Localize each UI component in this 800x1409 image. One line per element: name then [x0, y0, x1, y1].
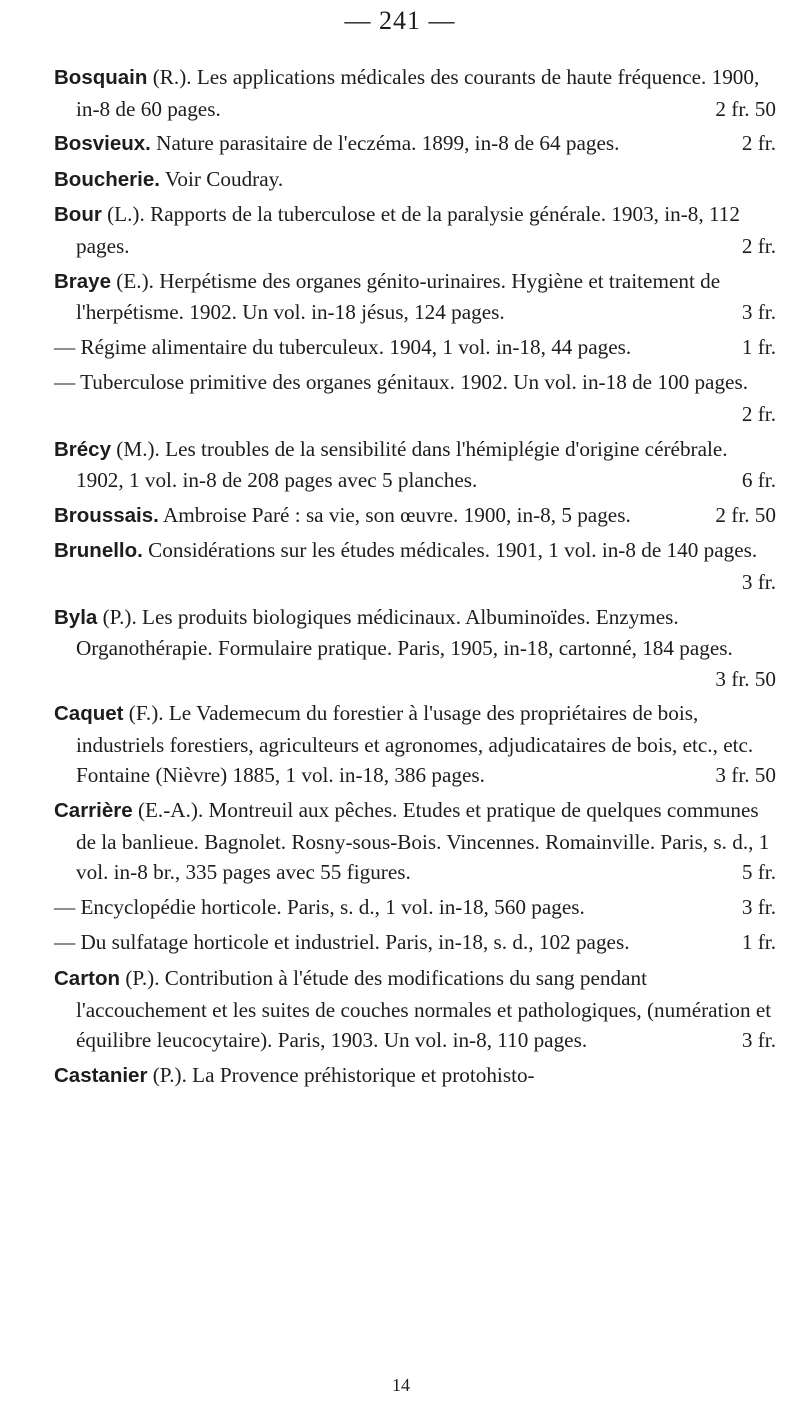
entry-description: — Tuberculose primitive des organes génitaux. 1902. Un vol. in-18 de 100 pages. [54, 370, 748, 395]
entry-price: 3 fr. [741, 300, 776, 325]
bibliography-entry [54, 892, 776, 924]
entry-description: (P.). La Provence préhistorique et protohisto- [147, 1062, 535, 1087]
entry-description: (R.). Les applications médicales des courants de haute fréquence. 1900, in-8 de 60 pages. [76, 65, 760, 121]
bibliography-entry [54, 164, 776, 196]
entry-price: 3 fr. [741, 894, 776, 919]
bibliography-entry [54, 500, 776, 532]
entry-description: (E.-A.). Montreuil aux pêches. Etudes et pratique de quelques communes de la banlieue. Bagnolet. Rosny-sous-Bois. Vincennes. Romainville. Paris, s. d., 1 vol. in-8 br., 335 pages avec 55 figures. [76, 798, 770, 885]
entry-author: Broussais. [54, 503, 159, 527]
bibliography-list [54, 62, 776, 1095]
entry-price: 3 fr. [741, 1028, 776, 1053]
entry-description: Nature parasitaire de l'eczéma. 1899, in-8 de 64 pages. [150, 131, 620, 156]
entry-price: 2 fr. 50 [715, 502, 776, 527]
entry-description: Ambroise Paré : sa vie, son œuvre. 1900, in-8, 5 pages. [158, 502, 631, 527]
entry-author: Bour [54, 203, 102, 227]
printer-signature: 14 [392, 1375, 410, 1395]
entry-author: Bosquain [54, 66, 148, 89]
entry-price: 2 fr. [741, 233, 776, 258]
entry-description: (L.). Rapports de la tuberculose et de la paralysie générale. 1903, in-8, 112 pages. [76, 202, 740, 258]
entry-price: 2 fr. [741, 401, 776, 426]
bibliography-entry [54, 199, 776, 261]
bibliography-entry [54, 602, 776, 695]
bibliography-entry [54, 367, 776, 429]
entry-author: Boucherie. [54, 167, 160, 191]
entry-author: Caquet [54, 702, 124, 726]
entry-price: 2 fr. 50 [715, 96, 776, 121]
bibliography-entry [54, 795, 776, 888]
entry-description: (P.). Contribution à l'étude des modifications du sang pendant l'accouchement et les suites de couches normales et pathologiques, (numération et équilibre leucocytaire). Paris, 1903. Un vol. in-8, 110 pages. [76, 966, 772, 1053]
bibliography-entry [54, 963, 776, 1056]
bibliography-entry [54, 266, 776, 328]
bibliography-entry [54, 1060, 776, 1092]
entry-description: (E.). Herpétisme des organes génito-urinaires. Hygiène et traitement de l'herpétisme. 1902. Un vol. in-18 jésus, 124 pages. [76, 268, 721, 325]
page-number: — 241 — [344, 6, 456, 35]
entry-price: 2 fr. [741, 131, 776, 156]
bibliography-entry [54, 434, 776, 496]
entry-author: Brunello. [54, 539, 143, 563]
entry-description: Voir Coudray. [159, 166, 284, 191]
entry-price: 3 fr. 50 [715, 763, 776, 788]
entry-description: — Du sulfatage horticole et industriel. Paris, in-18, s. d., 102 pages. [54, 930, 630, 955]
entry-price: 1 fr. [741, 334, 776, 359]
entry-description: Considérations sur les études médicales. 1901, 1 vol. in-8 de 140 pages. [142, 538, 758, 563]
entry-author: Brécy [54, 437, 111, 461]
bibliography-entry [54, 62, 776, 124]
entry-description: (F.). Le Vademecum du forestier à l'usage des propriétaires de bois, industriels forestiers, agriculteurs et agronomes, adjudicataires de bois, etc., etc. Fontaine (Nièvre) 1885, 1 vol. in-18, 386 pages. [76, 701, 754, 788]
entry-description: — Régime alimentaire du tuberculeux. 1904, 1 vol. in-18, 44 pages. [54, 334, 632, 359]
entry-description: — Encyclopédie horticole. Paris, s. d., 1 vol. in-18, 560 pages. [54, 894, 585, 919]
bibliography-entry [54, 698, 776, 791]
entry-author: Bosvieux. [54, 132, 151, 156]
entry-description: (M.). Les troubles de la sensibilité dans l'hémiplégie d'origine cérébrale. 1902, 1 vol. in-8 de 208 pages avec 5 planches. [76, 436, 728, 493]
entry-price: 1 fr. [741, 930, 776, 955]
entry-price: 3 fr. [741, 569, 776, 594]
entry-description: (P.). Les produits biologiques médicinaux. Albuminoïdes. Enzymes. Organothérapie. Formulaire pratique. Paris, 1905, in-18, cartonné, 184 pages. [76, 604, 733, 661]
entry-author: Braye [54, 269, 111, 293]
bibliography-entry [54, 128, 776, 160]
bibliography-entry [54, 535, 776, 597]
entry-author: Carton [54, 967, 121, 991]
entry-author: Castanier [54, 1063, 148, 1087]
entry-author: Carrière [54, 799, 133, 823]
entry-price: 5 fr. [741, 860, 776, 885]
bibliography-entry [54, 927, 776, 959]
entry-price: 3 fr. 50 [715, 666, 776, 691]
entry-price: 6 fr. [741, 468, 776, 493]
entry-author: Byla [54, 605, 98, 629]
bibliography-entry [54, 332, 776, 364]
